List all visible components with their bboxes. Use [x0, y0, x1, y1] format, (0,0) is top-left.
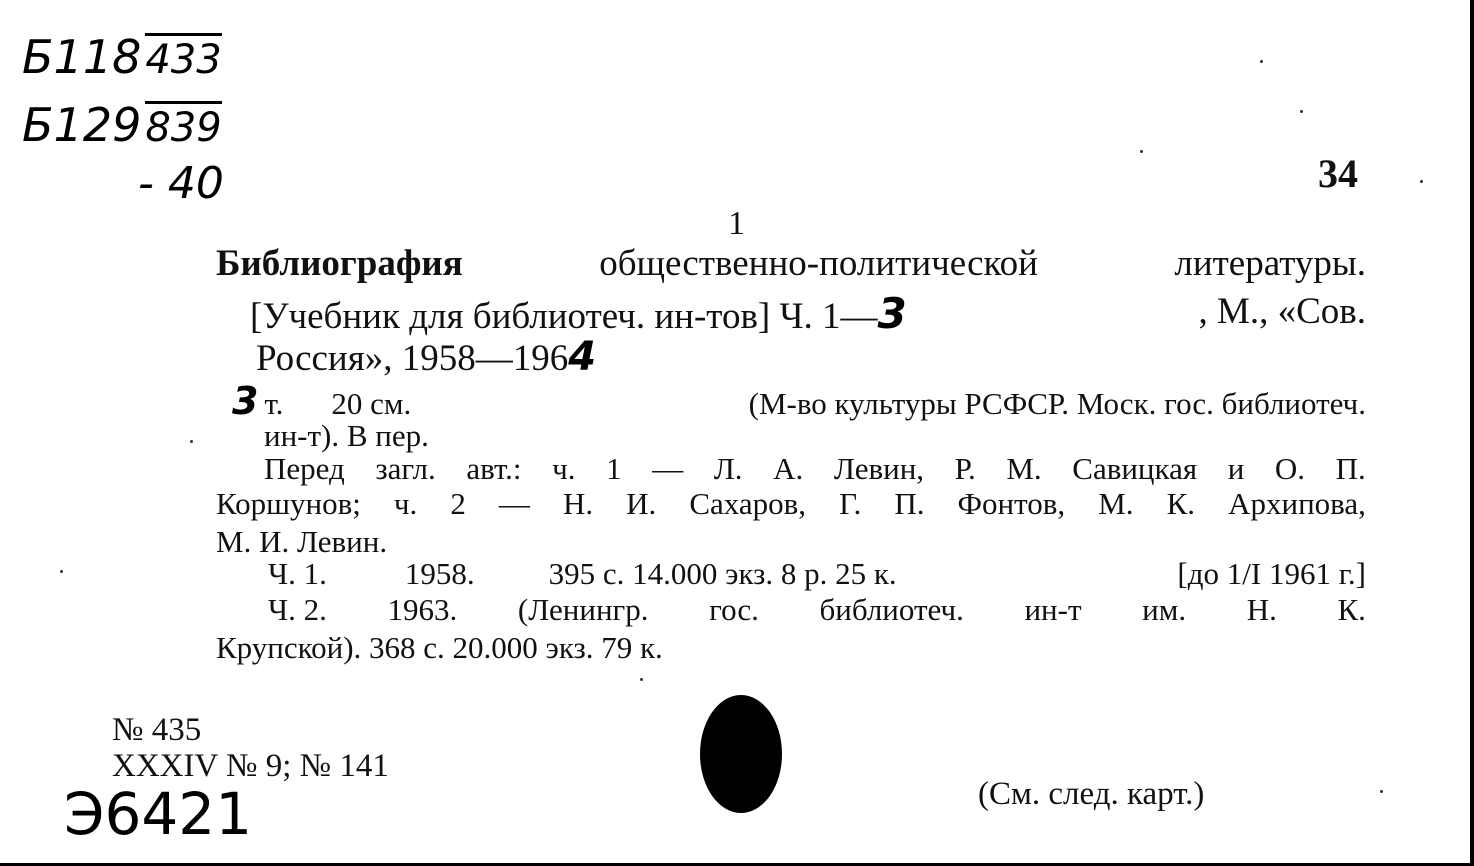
footer-number: № 435 — [112, 712, 202, 748]
line-10 — [268, 594, 1366, 625]
card-number: 34 — [1318, 151, 1358, 196]
text-word: А. — [773, 451, 804, 486]
handwritten-shelfmark-1: Б118 433 — [22, 30, 222, 84]
scan-speck — [1140, 150, 1143, 153]
text-word: ин-т — [1024, 592, 1082, 627]
text-word: им. — [1142, 592, 1187, 627]
handwritten-volume-count: 3 — [877, 289, 907, 338]
line-3 — [256, 334, 1406, 380]
scan-speck — [1420, 180, 1423, 183]
text-word: ч. — [393, 486, 418, 521]
text-word: и — [1227, 451, 1245, 486]
text-word: 1963. — [387, 592, 458, 627]
footer-series: XXXIV № 9; № 141 — [112, 748, 389, 784]
text-word: Р. — [954, 451, 976, 486]
scan-speck — [1260, 60, 1263, 63]
line-8: М. И. Левин. — [216, 524, 388, 559]
handwritten-shelfmark-3: - 40 — [138, 158, 224, 209]
line-4 — [232, 379, 1366, 423]
line-7 — [216, 488, 1366, 519]
title-word-1: Библиография — [216, 243, 463, 284]
line-6 — [264, 453, 1366, 484]
title-word-2: общественно-политической — [599, 243, 1038, 284]
title-word-3: литературы. — [1174, 243, 1366, 284]
text-word: 2 — [450, 486, 466, 521]
text-word: И. — [626, 486, 657, 521]
line-2-right: , М., «Сов. — [1198, 291, 1366, 332]
text-word: Г. — [839, 486, 862, 521]
line-5: ин-т). В пер. — [264, 418, 429, 453]
text-word: Сахаров, — [689, 486, 807, 521]
line-4-part-2: 20 см. — [331, 386, 412, 421]
title-line — [216, 245, 1366, 282]
text-word: Савицкая — [1072, 451, 1198, 486]
text-word: авт.: — [466, 451, 522, 486]
handwritten-year-digit: 4 — [568, 334, 597, 380]
text-word: Л. — [713, 451, 743, 486]
text-word: К. — [1337, 592, 1366, 627]
scan-speck — [1300, 110, 1303, 113]
text-word: Левин, — [833, 451, 925, 486]
text-word: Н. — [1246, 592, 1277, 627]
see-next-card: (См. след. карт.) — [978, 776, 1205, 812]
line-4-part-1: т. — [264, 386, 284, 421]
scan-speck — [60, 570, 63, 573]
text-word: загл. — [375, 451, 436, 486]
line-4-part-3: (М-во культуры РСФСР. Моск. гос. библиотеч. — [748, 386, 1366, 421]
text-word: Ч. 2. — [268, 592, 327, 627]
line-3-text: Россия», 1958—196 — [256, 338, 569, 379]
text-word: — — [498, 486, 530, 521]
text-word: К. — [1166, 486, 1196, 521]
punch-hole — [700, 695, 782, 813]
text-word: (Ленингр. — [517, 592, 649, 627]
text-word: П. — [1335, 451, 1366, 486]
scan-speck — [640, 678, 643, 681]
handwritten-volumes: 3 — [232, 379, 259, 423]
text-word: М. — [1098, 486, 1134, 521]
text-word: Архипова, — [1228, 486, 1366, 521]
volume-index: 1 — [728, 205, 745, 242]
text-word: библиотеч. — [819, 592, 964, 627]
text-word: 1 — [606, 451, 622, 486]
text-word: — — [652, 451, 684, 486]
text-word: Перед — [264, 451, 345, 486]
text-word: Н. — [562, 486, 594, 521]
line-9 — [268, 558, 1366, 589]
line-11: Крупской). 368 с. 20.000 экз. 79 к. — [216, 630, 663, 665]
line-2 — [250, 289, 1366, 338]
line-9-part-4: [до 1/I 1961 г.] — [1177, 556, 1366, 591]
text-word: М. — [1006, 451, 1042, 486]
line-9-part-2: 1958. — [404, 556, 475, 591]
text-word: Фонтов, — [957, 486, 1066, 521]
text-word: О. — [1274, 451, 1306, 486]
text-word: П. — [894, 486, 925, 521]
scan-speck — [1380, 790, 1383, 793]
handwritten-inventory-number: Э6421 — [64, 780, 253, 848]
line-2-left: [Учебник для библиотеч. ин-тов] Ч. 1— — [250, 296, 878, 337]
line-9-part-1: Ч. 1. — [268, 556, 327, 591]
text-word: гос. — [709, 592, 759, 627]
line-9-part-3: 395 с. 14.000 экз. 8 р. 25 к. — [548, 556, 897, 591]
scan-speck — [190, 440, 193, 443]
handwritten-shelfmark-2: Б129 839 — [22, 98, 222, 152]
text-word: Коршунов; — [216, 486, 361, 521]
scan-edge-right — [1470, 0, 1474, 866]
text-word: ч. — [552, 451, 576, 486]
